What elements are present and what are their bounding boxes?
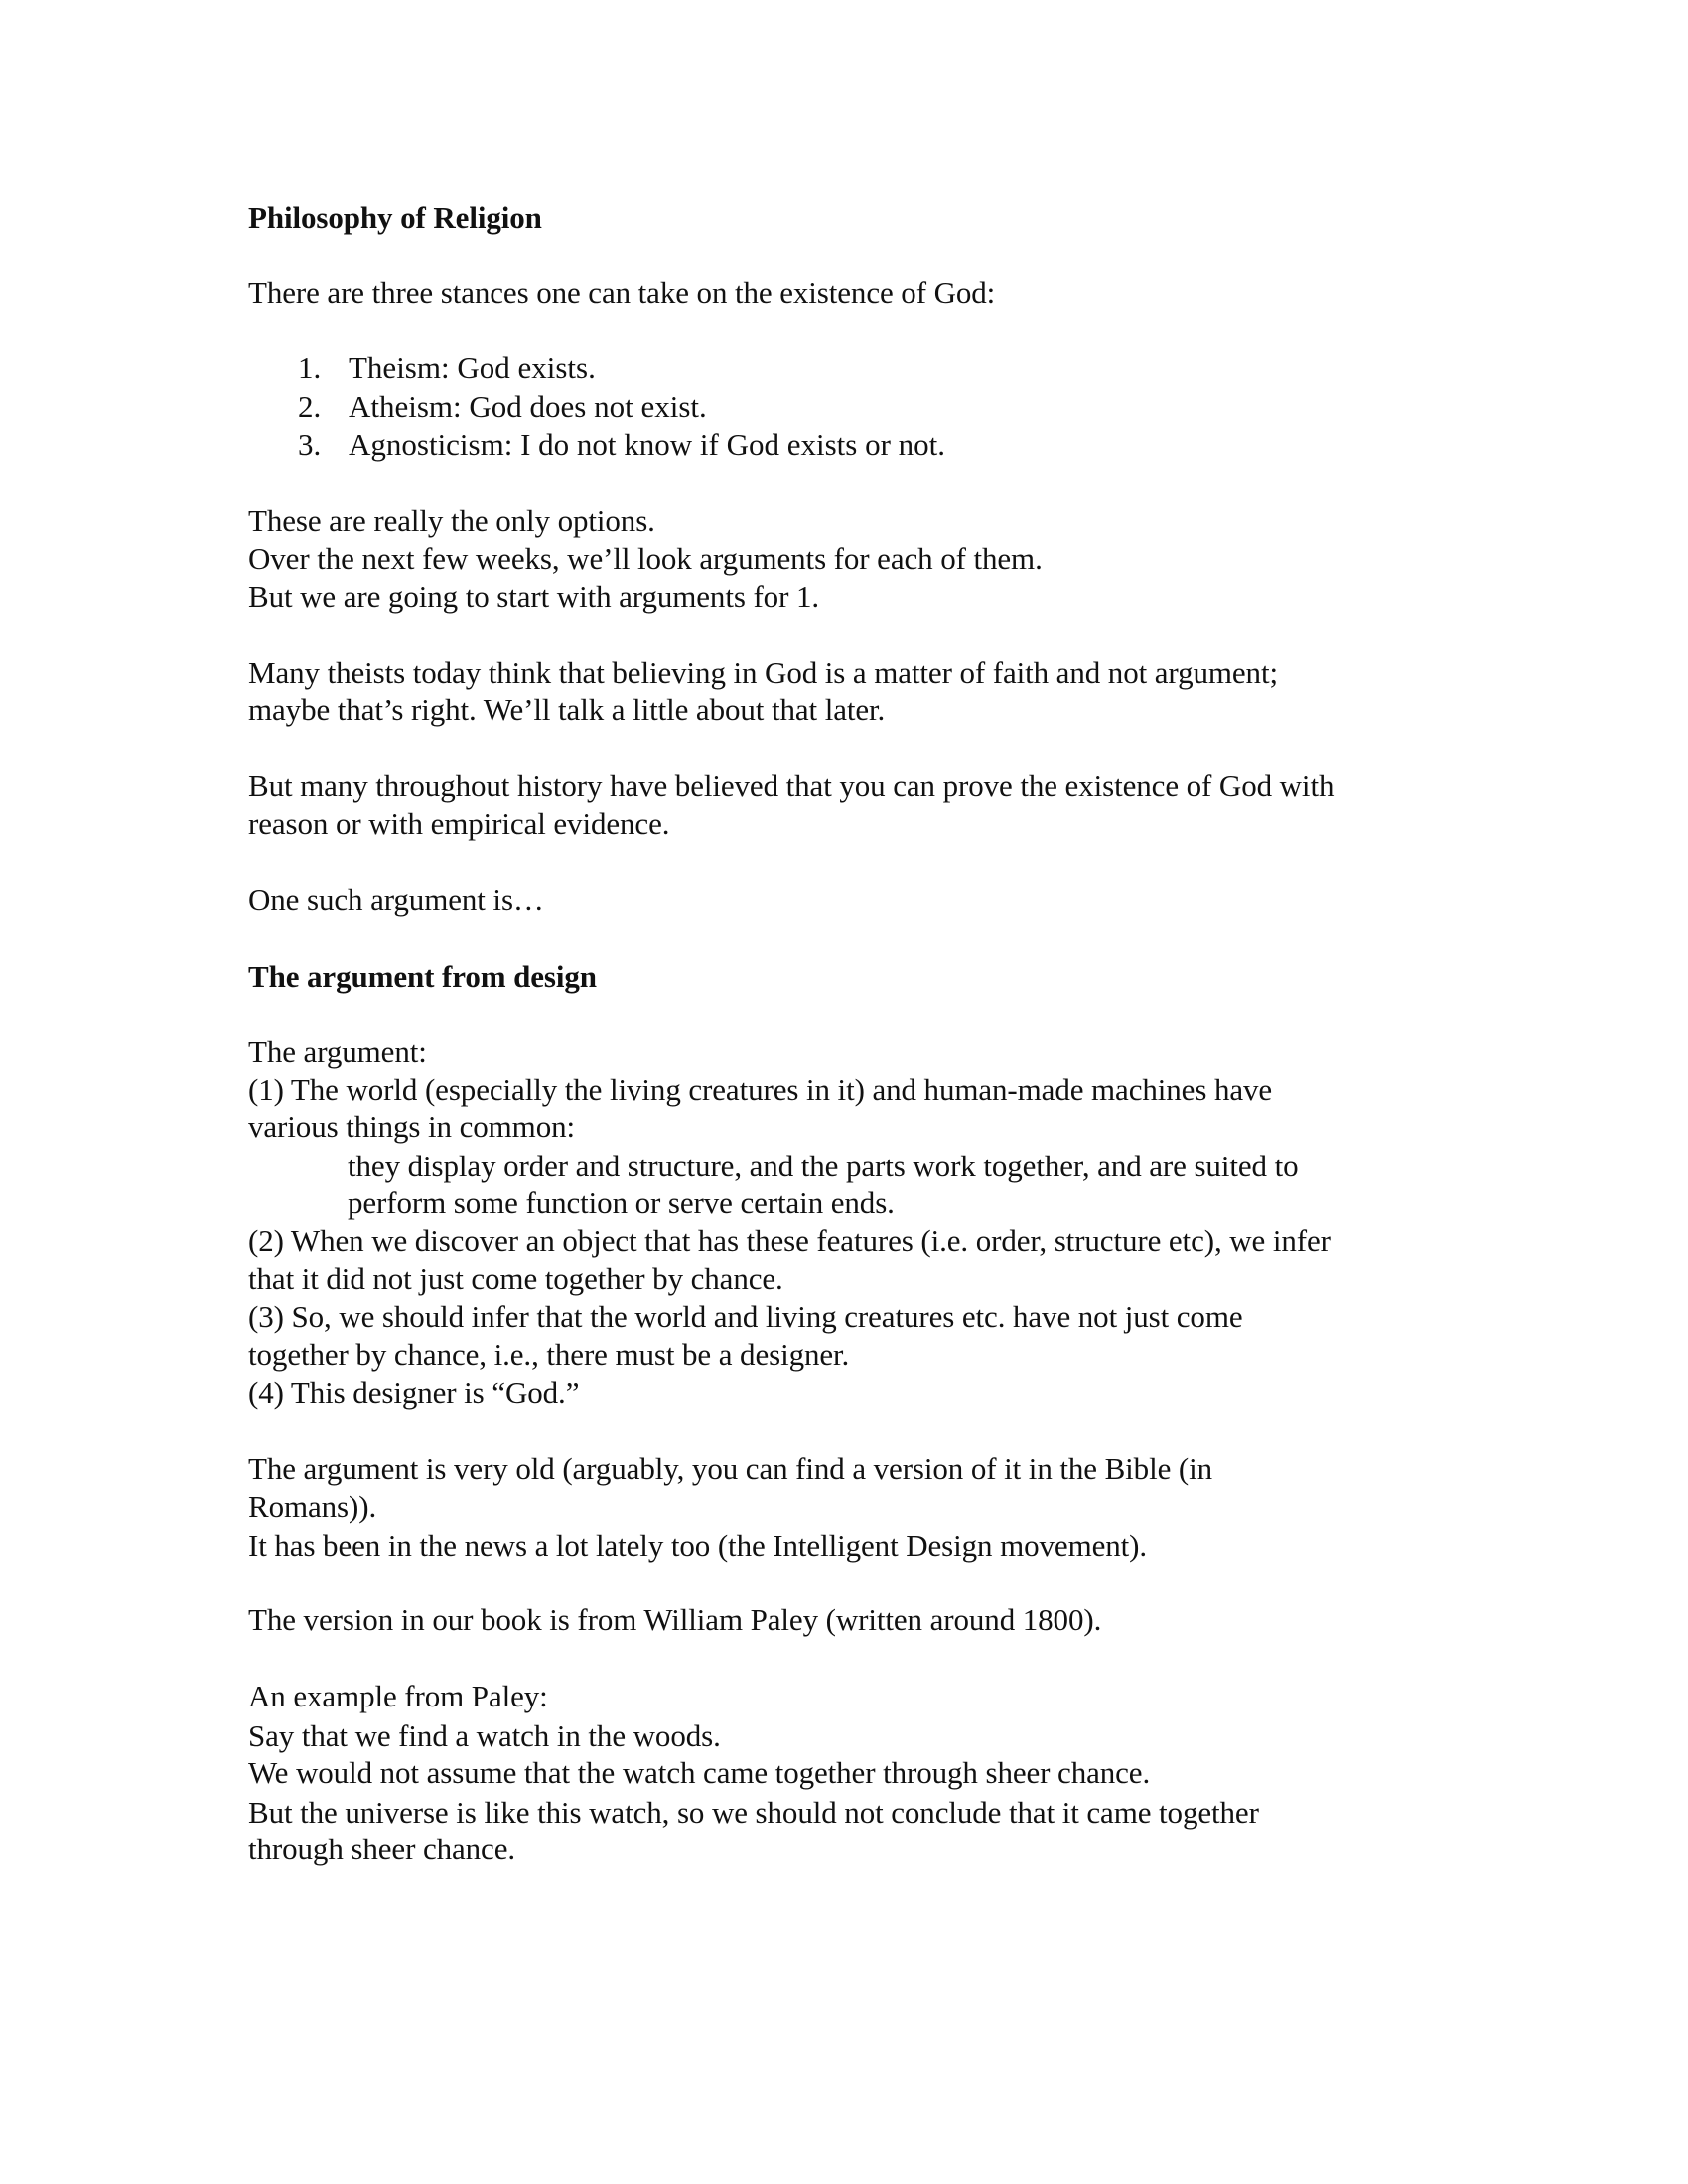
argument-indented-line: they display order and structure, and the parts work together, and are suited to	[348, 1149, 1299, 1183]
paragraph-line: It has been in the news a lot lately too (the Intelligent Design movement).	[248, 1528, 1148, 1563]
paragraph-line: These are really the only options.	[248, 503, 655, 538]
argument-premise-1: (1) The world (especially the living creatures in it) and human-made machines have	[248, 1072, 1273, 1107]
paragraph-line: An example from Paley:	[248, 1679, 548, 1713]
argument-premise-2: (2) When we discover an object that has these features (i.e. order, structure etc), we infer	[248, 1223, 1331, 1258]
paragraph-line: Over the next few weeks, we’ll look arguments for each of them.	[248, 541, 1043, 576]
list-item-theism: Theism: God exists.	[349, 350, 596, 385]
argument-premise-1-cont: various things in common:	[248, 1109, 576, 1144]
argument-premise-3: (3) So, we should infer that the world and living creatures etc. have not just come	[248, 1299, 1243, 1334]
paragraph-line: maybe that’s right. We’ll talk a little about that later.	[248, 692, 886, 727]
paragraph-line: One such argument is…	[248, 883, 544, 917]
list-item-number: 1.	[298, 350, 322, 385]
argument-indented-line: perform some function or serve certain ends.	[348, 1185, 895, 1220]
paragraph-line: But many throughout history have believed that you can prove the existence of God with	[248, 768, 1335, 803]
argument-label: The argument:	[248, 1034, 427, 1069]
paragraph-line: We would not assume that the watch came together through sheer chance.	[248, 1755, 1151, 1790]
list-item-agnosticism: Agnosticism: I do not know if God exists or not.	[349, 427, 946, 462]
paragraph-line: But the universe is like this watch, so we should not conclude that it came together	[248, 1795, 1259, 1830]
intro-text: There are three stances one can take on the existence of God:	[248, 275, 996, 310]
argument-conclusion: (4) This designer is “God.”	[248, 1375, 580, 1410]
paragraph-line: Many theists today think that believing in God is a matter of faith and not argument;	[248, 655, 1278, 690]
paragraph-line: Say that we find a watch in the woods.	[248, 1718, 721, 1753]
paragraph-line: through sheer chance.	[248, 1832, 516, 1866]
list-item-atheism: Atheism: God does not exist.	[349, 389, 707, 424]
paragraph-line: Romans)).	[248, 1489, 377, 1524]
section-heading: The argument from design	[248, 959, 597, 994]
list-item-number: 3.	[298, 427, 322, 462]
paragraph-line: But we are going to start with arguments for 1.	[248, 579, 820, 614]
page-title: Philosophy of Religion	[248, 201, 542, 235]
argument-premise-3-cont: together by chance, i.e., there must be a designer.	[248, 1337, 850, 1372]
list-item-number: 2.	[298, 389, 322, 424]
paragraph-line: The version in our book is from William Paley (written around 1800).	[248, 1602, 1102, 1637]
paragraph-line: The argument is very old (arguably, you can find a version of it in the Bible (in	[248, 1451, 1213, 1486]
argument-premise-2-cont: that it did not just come together by chance.	[248, 1261, 783, 1296]
paragraph-line: reason or with empirical evidence.	[248, 806, 670, 841]
